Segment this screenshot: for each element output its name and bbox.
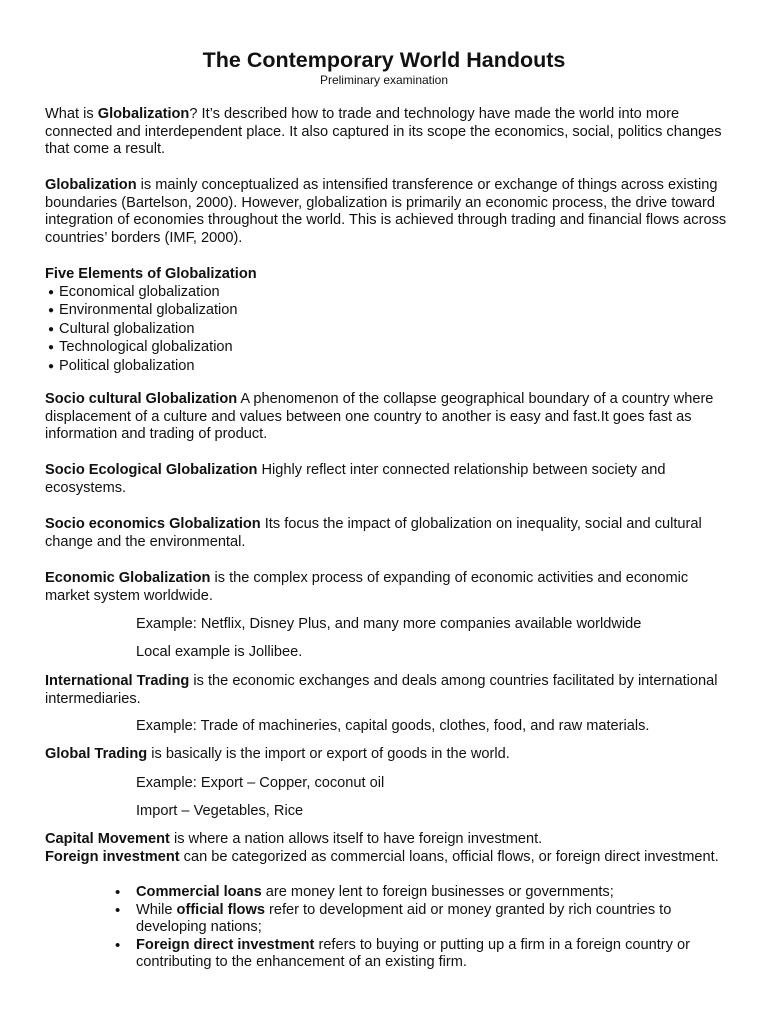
paragraph-international-trading: International Trading is the economic exchanges and deals among countries facilitated by international intermediaries. (45, 673, 718, 707)
investment-bullet-list (112, 884, 722, 972)
global-import-example: Import – Vegetables, Rice (136, 803, 304, 819)
global-export-example: Example: Export – Copper, coconut oil (136, 775, 385, 791)
paragraph-socio-economics: Socio economics Globalization Its focus the impact of globalization on inequality, social and cultural change and the environmental. (45, 516, 702, 550)
list-item: • While official flows refer to development aid or money granted by rich countries to developing nations; (112, 902, 722, 937)
paragraph-socio-ecological: Socio Ecological Globalization Highly reflect inter connected relationship between society and ecosystems. (45, 462, 666, 496)
five-elements-list (45, 284, 730, 377)
paragraph-global-trading: Global Trading is basically is the import or export of goods in the world. (45, 746, 510, 762)
economic-example: Example: Netflix, Disney Plus, and many more companies available worldwide (136, 616, 642, 632)
list-item: • Commercial loans are money lent to foreign businesses or governments; (112, 884, 722, 902)
list-item: • Foreign direct investment refers to buying or putting up a firm in a foreign country or contributing to the enhancement of an existing firm. (112, 937, 722, 972)
list-item: ● Technological globalization (48, 339, 730, 358)
paragraph-globalization-definition: Globalization is mainly conceptualized as intensified transference or exchange of things across existing boundaries (Bartelson, 2000). However, globalization is primarily an economic process, the drive toward integration of economies throughout the world. This is achieved through trading and financial flows across countries’ borders (IMF, 2000). (45, 177, 727, 246)
list-item: ● Cultural globalization (48, 321, 730, 340)
five-elements-heading: Five Elements of Globalization (45, 266, 257, 282)
list-item: ● Political globalization (48, 358, 730, 377)
paragraph-socio-cultural: Socio cultural Globalization A phenomenon of the collapse geographical boundary of a country where displacement of a culture and values between one country to another is easy and fast.It goes fast as information and trading of product. (45, 391, 714, 443)
five-elements-section (45, 266, 730, 377)
paragraph-foreign-investment: Foreign investment can be categorized as commercial loans, official flows, or foreign direct investment. (45, 848, 719, 865)
page-title: The Contemporary World Handouts (202, 48, 566, 72)
list-item: ● Economical globalization (48, 284, 730, 303)
paragraph-capital-movement: Capital Movement is where a nation allows itself to have foreign investment. Foreign investment can be categorized as commercial loans, official flows, or foreign direct investment. (45, 831, 730, 866)
economic-local-example: Local example is Jollibee. (136, 644, 303, 660)
paragraph-economic-globalization: Economic Globalization is the complex process of expanding of economic activities and economic market system worldwide. (45, 570, 689, 604)
page-subtitle: Preliminary examination (319, 73, 449, 87)
paragraph-what-is-globalization: What is Globalization? It’s described how to trade and technology have made the world into more connected and interdependent place. It also captured in its scope the economics, social, politics changes that come a result. (45, 106, 722, 158)
international-example: Example: Trade of machineries, capital goods, clothes, food, and raw materials. (136, 718, 650, 734)
list-item: ● Environmental globalization (48, 302, 730, 321)
